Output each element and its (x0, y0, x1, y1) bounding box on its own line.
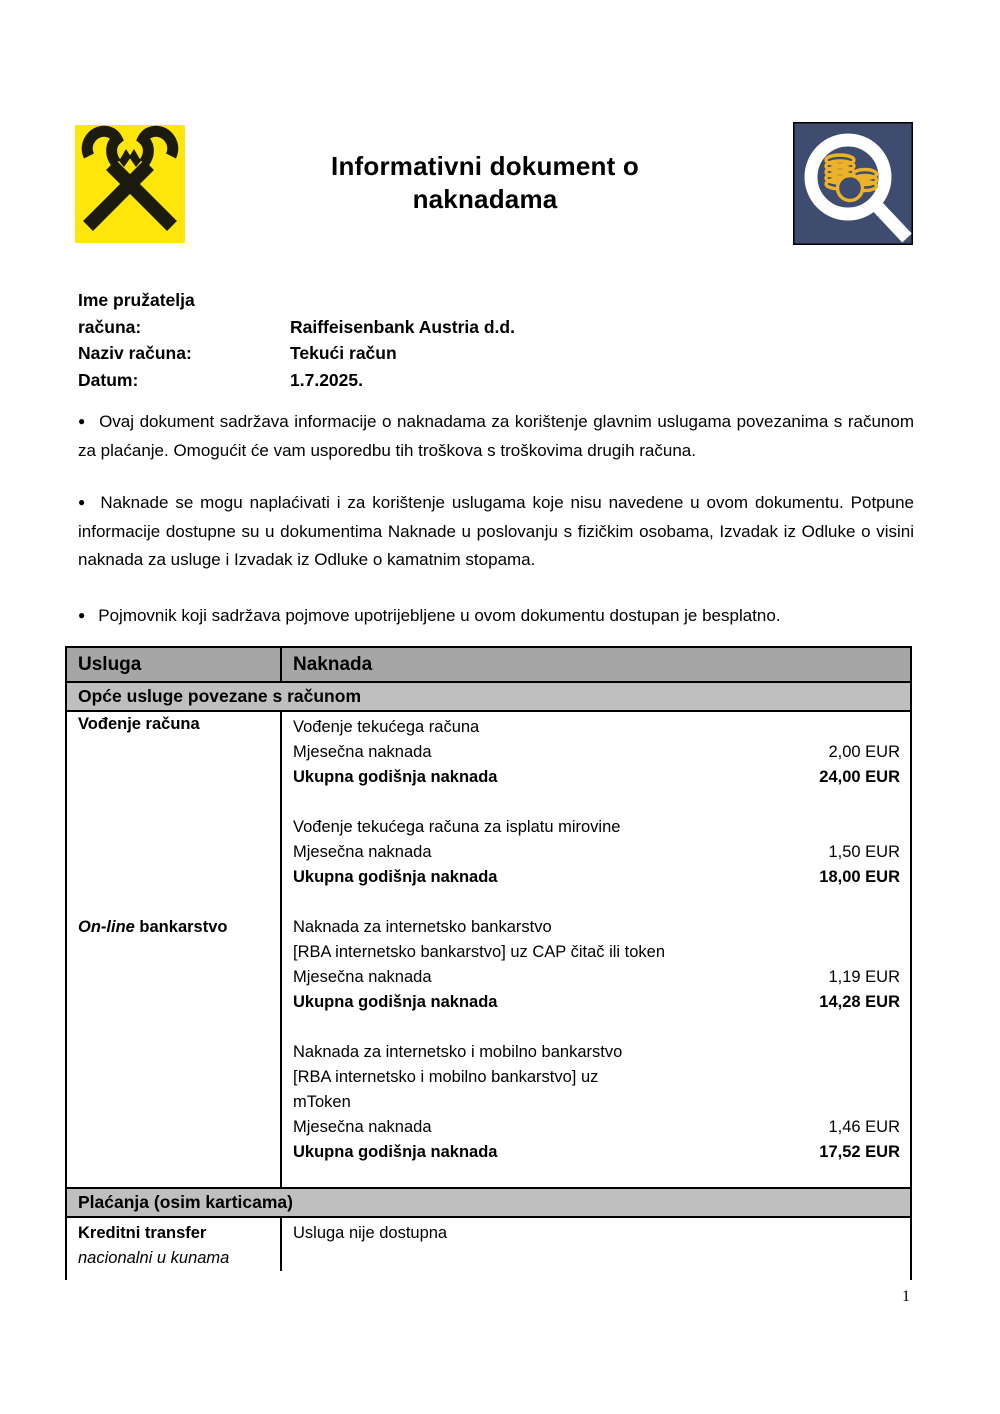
fee-line: [RBA internetsko i mobilno bankarstvo] uz (293, 1068, 599, 1086)
account-name-value: Tekući račun (290, 343, 397, 363)
magnifier-coins-icon (793, 122, 913, 245)
bullet-icon: ● (78, 414, 87, 428)
intro-bullets (78, 407, 914, 654)
provider-label-line2: računa: (78, 316, 142, 337)
service-name-credit-transfer: Kreditni transfer nacionalni u kunama (67, 1218, 282, 1271)
fee-line: Mjesečna naknada 1,50 EUR (282, 840, 910, 865)
service-name-account-maintenance: Vođenje računa (67, 712, 282, 912)
bullet-text-3: Pojmovnik koji sadržava pojmove upotrijebljene u ovom dokumentu dostupan je besplatno. (98, 605, 781, 625)
table-row-account-maintenance (67, 712, 910, 912)
fee-amount: 1,19 EUR (828, 968, 900, 986)
service-subtitle: nacionalni u kunama (78, 1249, 230, 1267)
date-label: Datum: (78, 369, 139, 390)
fee-line: Vođenje tekućega računa za isplatu mirovine (293, 818, 621, 836)
fee-line: Mjesečna naknada 1,19 EUR (282, 965, 910, 990)
fee-amount: 2,00 EUR (828, 743, 900, 761)
fee-amount: 14,28 EUR (819, 993, 900, 1011)
column-header-fee: Naknada (293, 653, 373, 675)
fee-amount: 24,00 EUR (819, 768, 900, 786)
page-title-line2: naknadama (412, 184, 558, 214)
fee-line-total: Ukupna godišnja naknada 24,00 EUR (282, 765, 910, 790)
provider-name: Raiffeisenbank Austria d.d. (290, 316, 515, 337)
bullet-text-1: Ovaj dokument sadržava informacije o naknadama za korištenje glavnim uslugama povezanima s računom za plaćanje. Omogućit će vam usporedbu tih troškova s troškovima drugih računa. (78, 412, 914, 460)
bullet-item-1 (78, 407, 914, 465)
fee-line: [RBA internetsko bankarstvo] uz CAP čitač ili token (293, 943, 666, 961)
info-row-provider-2 (78, 314, 778, 341)
fee-amount: 17,52 EUR (819, 1143, 900, 1161)
fee-line: Mjesečna naknada 1,46 EUR (282, 1115, 910, 1140)
table-header-row (67, 648, 910, 683)
fee-amount: 18,00 EUR (819, 868, 900, 886)
account-info (78, 287, 778, 393)
fee-amount: 1,46 EUR (828, 1118, 900, 1136)
fees-table (65, 646, 912, 1280)
fee-details-account-maintenance (282, 712, 910, 912)
fee-line-total: Ukupna godišnja naknada 14,28 EUR (282, 990, 910, 1015)
bullet-icon: ● (78, 495, 88, 510)
column-header-service: Usluga (67, 648, 282, 681)
giebelkreuz-icon (75, 125, 185, 243)
bullet-item-2 (78, 488, 914, 575)
fee-line: Vođenje tekućega računa (293, 718, 480, 736)
section-header-payments: Plaćanja (osim karticama) (67, 1187, 910, 1218)
fee-line-total: Ukupna godišnja naknada 17,52 EUR (282, 1140, 910, 1165)
date-value: 1.7.2025. (290, 369, 363, 390)
service-name-online-banking: On-line bankarstvo (67, 912, 282, 1187)
fee-line: Naknada za internetsko bankarstvo (293, 918, 552, 936)
info-row-provider-1 (78, 287, 778, 314)
fee-line: Mjesečna naknada 2,00 EUR (282, 740, 910, 765)
fee-line: Naknada za internetsko i mobilno bankarstvo (293, 1043, 623, 1061)
fee-amount: 1,50 EUR (828, 843, 900, 861)
section-header-general-services: Opće usluge povezane s računom (67, 683, 910, 712)
page-number: 1 (902, 1288, 910, 1305)
table-row-online-banking (67, 912, 910, 1187)
info-row-date (78, 367, 778, 394)
fee-search-illustration (793, 122, 913, 245)
fee-details-online-banking (282, 912, 910, 1187)
bullet-icon: ● (78, 607, 86, 622)
page-title-line1: Informativni dokument o (331, 151, 639, 181)
bullet-text-2: Naknade se mogu naplaćivati i za korištenje uslugama koje nisu navedene u ovom dokumentu. Potpune informacije dostupne su u dokumentima Naknade u poslovanju s fizičkim osobama, Izvadak iz Odluke o visini naknada za usluge i Izvadak iz Odluke o kamatnim stopama. (78, 493, 914, 570)
page-title (255, 150, 715, 216)
raiffeisen-logo (75, 125, 185, 243)
fee-line-total: Ukupna godišnja naknada 18,00 EUR (282, 865, 910, 890)
fee-line: mToken (293, 1093, 351, 1111)
info-row-account-name (78, 340, 778, 367)
fee-details-credit-transfer (282, 1218, 910, 1271)
fee-line: Usluga nije dostupna (293, 1224, 448, 1242)
table-row-credit-transfer (67, 1218, 910, 1271)
provider-label-line1: Ime pružatelja (78, 290, 195, 310)
account-name-label: Naziv računa: (78, 343, 192, 363)
bullet-item-3 (78, 601, 914, 631)
